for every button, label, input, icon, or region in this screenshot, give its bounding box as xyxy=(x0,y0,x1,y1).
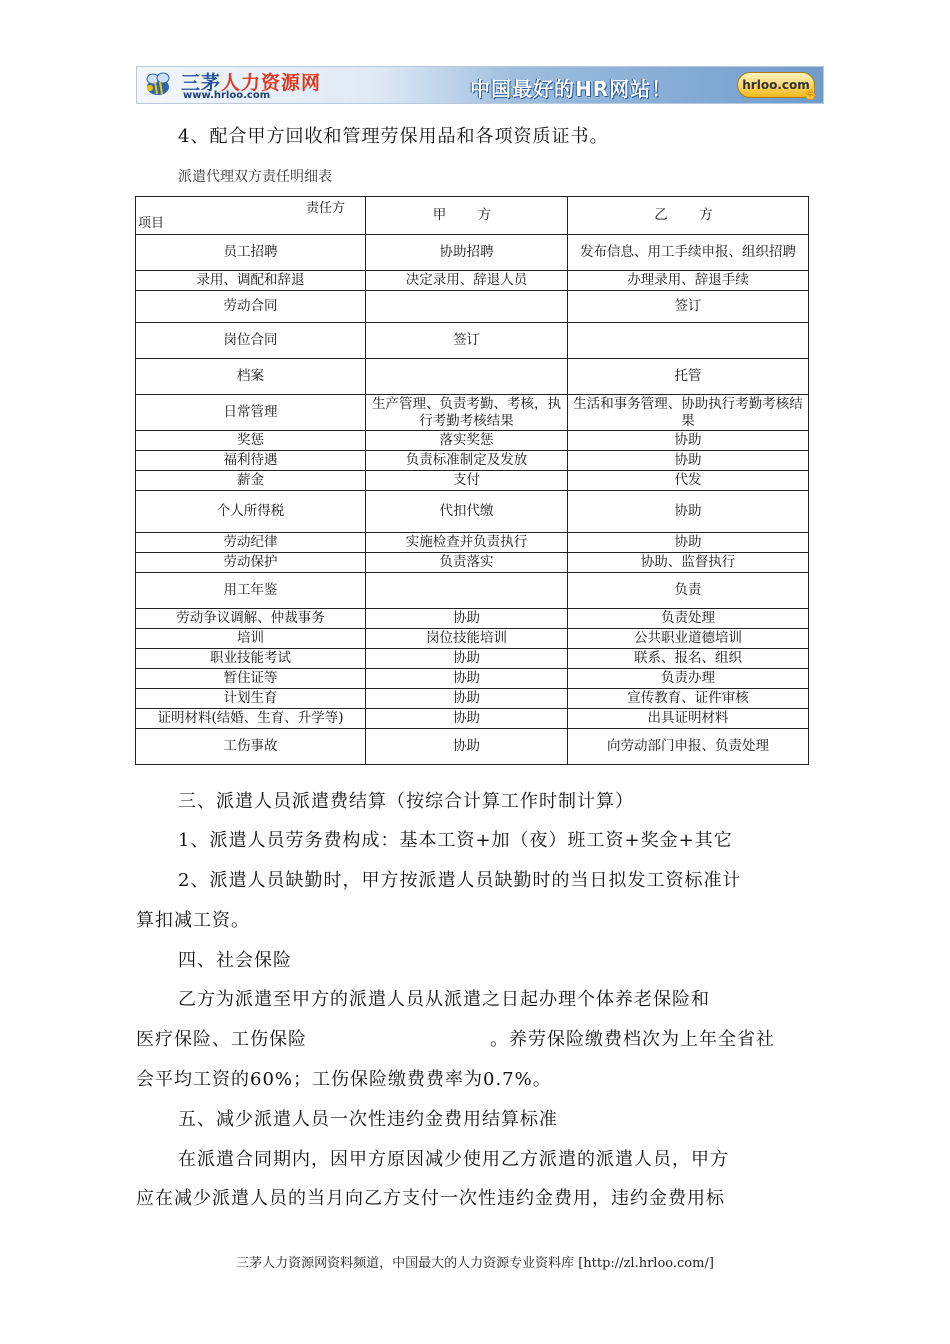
party-a-cell xyxy=(366,573,568,609)
table-row xyxy=(136,689,809,709)
party-a-cell: 协助 xyxy=(366,669,568,689)
party-b-cell: 签订 xyxy=(568,291,809,323)
item-cell: 暂住证等 xyxy=(136,669,366,689)
section3-item2-line1: 2、派遣人员缺勤时，甲方按派遣人员缺勤时的当日拟发工资标准计 xyxy=(178,870,742,891)
table-row xyxy=(136,669,809,689)
party-a-cell: 实施检查并负责执行 xyxy=(366,533,568,553)
banner-logo-text: 三茅人力资源网 xyxy=(181,72,322,94)
section5-title: 五、减少派遣人员一次性违约金费用结算标准 xyxy=(178,1109,558,1130)
party-b-cell: 协助 xyxy=(568,451,809,471)
table-row xyxy=(136,451,809,471)
party-b-cell: 出具证明材料 xyxy=(568,709,809,729)
header-item: 项目 xyxy=(138,216,165,231)
header-party-b: 乙 方 xyxy=(568,197,809,235)
item-cell: 工伤事故 xyxy=(136,729,366,765)
party-a-cell: 协助招聘 xyxy=(366,235,568,271)
table-row xyxy=(136,431,809,451)
party-b-cell: 向劳动部门申报、负责处理 xyxy=(568,729,809,765)
party-a-cell: 生产管理、负责考勤、考核，执行考勤考核结果 xyxy=(366,395,568,431)
section5-line1: 在派遣合同期内，因甲方原因减少使用乙方派遣的派遣人员，甲方 xyxy=(178,1149,729,1170)
item-cell: 员工招聘 xyxy=(136,235,366,271)
table-row xyxy=(136,553,809,573)
item-cell: 档案 xyxy=(136,359,366,395)
party-b-cell: 代发 xyxy=(568,471,809,491)
responsibility-table xyxy=(135,196,809,765)
item-cell: 职业技能考试 xyxy=(136,649,366,669)
section4-title: 四、社会保险 xyxy=(178,950,292,971)
table-row xyxy=(136,471,809,491)
party-b-cell: 宣传教育、证件审核 xyxy=(568,689,809,709)
banner-logo-url: www.hrloo.com xyxy=(183,90,271,101)
party-b-cell: 托管 xyxy=(568,359,809,395)
section4-line3: 会平均工资的60%；工伤保险缴费费率为0.7%。 xyxy=(136,1069,552,1090)
item-cell: 薪金 xyxy=(136,471,366,491)
party-a-cell: 协助 xyxy=(366,689,568,709)
item-cell: 计划生育 xyxy=(136,689,366,709)
party-b-cell: 发布信息、用工手续申报、组织招聘 xyxy=(568,235,809,271)
table-row xyxy=(136,291,809,323)
hrloo-site-button[interactable]: hrloo.com xyxy=(737,72,815,98)
header-responsible-party: 责任方 xyxy=(305,201,345,216)
item-cell: 劳动纪律 xyxy=(136,533,366,553)
table-row xyxy=(136,235,809,271)
item-cell: 培训 xyxy=(136,629,366,649)
party-b-cell: 生活和事务管理、协助执行考勤考核结果 xyxy=(568,395,809,431)
item-cell: 福利待遇 xyxy=(136,451,366,471)
item-cell: 奖惩 xyxy=(136,431,366,451)
party-b-cell: 协助 xyxy=(568,491,809,533)
item-cell: 劳动保护 xyxy=(136,553,366,573)
table-row xyxy=(136,573,809,609)
table-row xyxy=(136,395,809,431)
item-cell: 个人所得税 xyxy=(136,491,366,533)
table-row xyxy=(136,649,809,669)
page-footer: 三茅人力资源网资料频道，中国最大的人力资源专业资料库 [http://zl.hrloo.com/] xyxy=(236,1256,714,1271)
party-b-cell: 联系、报名、组织 xyxy=(568,649,809,669)
party-b-cell: 负责处理 xyxy=(568,609,809,629)
party-a-cell: 协助 xyxy=(366,609,568,629)
party-a-cell: 协助 xyxy=(366,709,568,729)
table-header-row xyxy=(136,197,809,235)
banner-slogan: 中国最好的HR网站！ xyxy=(470,77,673,101)
item-cell: 日常管理 xyxy=(136,395,366,431)
item-cell: 录用、调配和辞退 xyxy=(136,271,366,291)
party-b-cell: 负责办理 xyxy=(568,669,809,689)
party-a-cell: 支付 xyxy=(366,471,568,491)
table-row xyxy=(136,729,809,765)
party-b-cell: 协助、监督执行 xyxy=(568,553,809,573)
party-b-cell: 公共职业道德培训 xyxy=(568,629,809,649)
table-row xyxy=(136,359,809,395)
party-b-cell: 办理录用、辞退手续 xyxy=(568,271,809,291)
party-a-cell: 岗位技能培训 xyxy=(366,629,568,649)
item-cell: 岗位合同 xyxy=(136,323,366,359)
section3-item1: 1、派遣人员劳务费构成：基本工资+加（夜）班工资+奖金+其它 xyxy=(178,830,733,851)
party-a-cell: 签订 xyxy=(366,323,568,359)
site-banner[interactable] xyxy=(136,66,824,104)
section4-line2a: 医疗保险、工伤保险 xyxy=(136,1029,307,1050)
section5-line2: 应在减少派遣人员的当月向乙方支付一次性违约金费用，违约金费用标 xyxy=(136,1188,725,1209)
party-a-cell: 决定录用、辞退人员 xyxy=(366,271,568,291)
table-row xyxy=(136,533,809,553)
party-b-cell: 协助 xyxy=(568,533,809,553)
party-a-cell: 负责标准制定及发放 xyxy=(366,451,568,471)
party-b-cell: 协助 xyxy=(568,431,809,451)
bee-logo-icon xyxy=(143,70,173,100)
section3-title: 三、派遣人员派遣费结算（按综合计算工作时制计算） xyxy=(178,791,634,812)
party-a-cell: 代扣代缴 xyxy=(366,491,568,533)
table-row xyxy=(136,709,809,729)
item-cell: 劳动合同 xyxy=(136,291,366,323)
section4-line1: 乙方为派遣至甲方的派遣人员从派遣之日起办理个体养老保险和 xyxy=(178,989,710,1010)
party-a-cell xyxy=(366,359,568,395)
table-caption: 派遣代理双方责任明细表 xyxy=(178,169,332,185)
party-a-cell: 协助 xyxy=(366,729,568,765)
header-party-a: 甲 方 xyxy=(366,197,568,235)
party-a-cell: 协助 xyxy=(366,649,568,669)
header-diagonal-cell xyxy=(136,197,366,235)
party-a-cell xyxy=(366,291,568,323)
intro-line: 4、配合甲方回收和管理劳保用品和各项资质证书。 xyxy=(178,126,609,147)
item-cell: 用工年鉴 xyxy=(136,573,366,609)
table-row xyxy=(136,323,809,359)
party-b-cell xyxy=(568,323,809,359)
table-row xyxy=(136,271,809,291)
party-b-cell: 负责 xyxy=(568,573,809,609)
section4-line2b: 。养劳保险缴费档次为上年全省社 xyxy=(490,1029,775,1050)
table-row xyxy=(136,609,809,629)
section3-item2-line2: 算扣减工资。 xyxy=(136,910,250,931)
table-row xyxy=(136,491,809,533)
table-row xyxy=(136,629,809,649)
cursor-hand-icon: ☝ xyxy=(802,85,820,101)
item-cell: 劳动争议调解、仲裁事务 xyxy=(136,609,366,629)
party-a-cell: 落实奖惩 xyxy=(366,431,568,451)
item-cell: 证明材料(结婚、生育、升学等) xyxy=(136,709,366,729)
party-a-cell: 负责落实 xyxy=(366,553,568,573)
